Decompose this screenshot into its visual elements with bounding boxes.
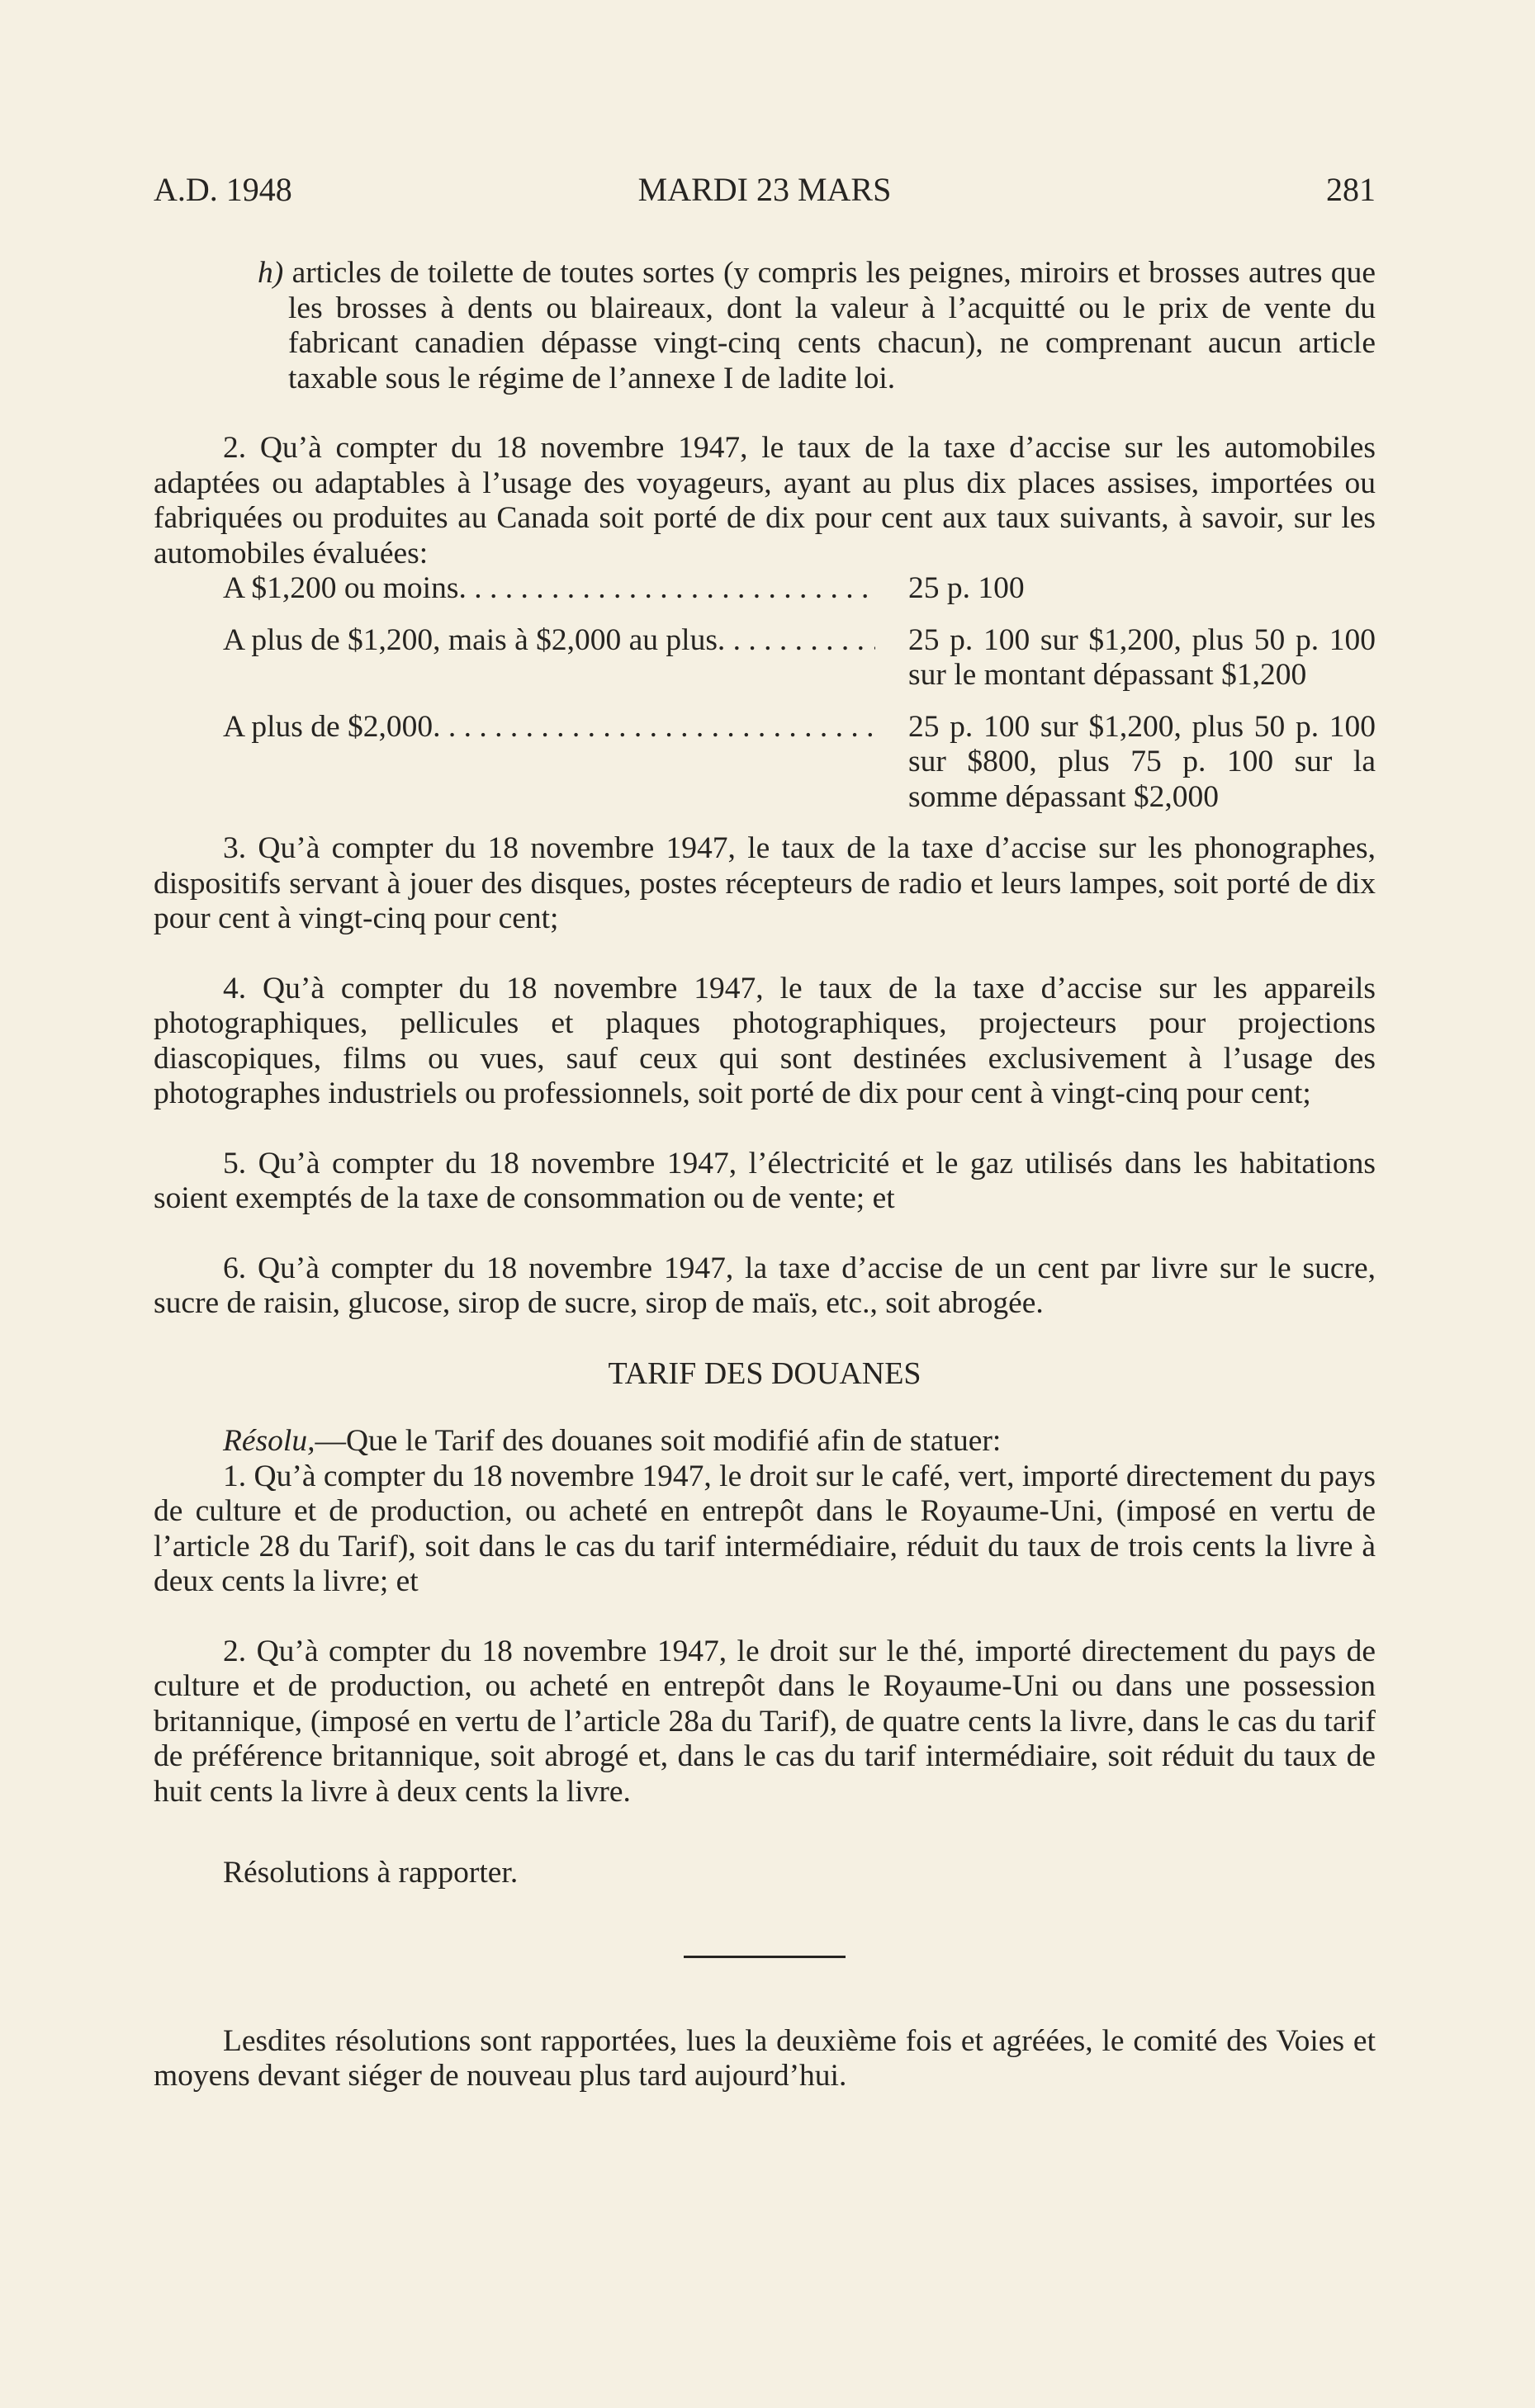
- header-year: A.D. 1948: [154, 171, 292, 208]
- paragraph-6: 6. Qu’à compter du 18 novembre 1947, la taxe d’accise de un cent par livre sur le sucre, sucre de raisin, glucose, sirop de sucre, sirop de maïs, etc., soit abrogée.: [154, 1251, 1376, 1320]
- paragraph-3: 3. Qu’à compter du 18 novembre 1947, le taux de la taxe d’accise sur les phonographes, dispositifs servant à jouer des disques, postes récepteurs de radio et leurs lampes, soit porté de dix pour cent à vingt-cinq pour cent;: [154, 831, 1376, 935]
- paragraph-4: 4. Qu’à compter du 18 novembre 1947, le taux de la taxe d’accise sur les appareils photographiques, pellicules et plaques photographiques, projecteurs pour projections diascopiques, films ou vues, sauf ceux qui sont destinées exclusivement à l’usage des photographes industriels ou professionnels, soit porté de dix pour cent à vingt-cinq pour cent;: [154, 971, 1376, 1110]
- resolu-label: Résolu,: [223, 1424, 315, 1458]
- tarif-paragraph-2: 2. Qu’à compter du 18 novembre 1947, le droit sur le thé, importé directement du pays de culture et de production, ou acheté en entrepôt dans le Royaume-Uni ou dans une possession britannique, (imposé en vertu de l’article 28a du Tarif), de quatre cents la livre, dans le cas du tarif de préférence britannique, soit abrogé et, dans le cas du tarif intermédiaire, soit réduit du taux de huit cents la livre à deux cents la livre.: [154, 1634, 1376, 1809]
- item-h-text: articles de toilette de toutes sortes (y compris les peignes, miroirs et brosses autres que les brosses à dents ou blaireaux, dont la valeur à l’acquitté ou le prix de vente du fabricant canadien dépasse vingt-cinq cents chacun), ne comprenant aucun article taxable sous le régime de l’annexe I de ladite loi.: [288, 256, 1376, 395]
- rate-value: 25 p. 100 sur $1,200, plus 50 p. 100 sur le montant dépassant $1,200: [908, 622, 1376, 692]
- rate-value: 25 p. 100: [908, 571, 1025, 605]
- rate-row: [154, 571, 1376, 607]
- resolution-intro: [154, 1424, 1376, 1459]
- rate-label: A plus de $1,200, mais à $2,000 au plus: [223, 622, 718, 657]
- rate-label: A plus de $2,000: [223, 709, 433, 744]
- item-h-marker: h): [258, 256, 284, 290]
- document-body: [154, 256, 1376, 2094]
- page-number: 281: [1326, 171, 1376, 208]
- resolu-text: —Que le Tarif des douanes soit modifié afin de statuer:: [315, 1424, 1002, 1458]
- tarif-paragraph-1: 1. Qu’à compter du 18 novembre 1947, le droit sur le café, vert, importé directement du pays de culture et de production, ou acheté en entrepôt dans le Royaume-Uni, (imposé en vertu de l’article 28 du Tarif), soit dans le cas du tarif intermédiaire, réduit du taux de trois cents la livre à deux cents la livre; et: [154, 1459, 1376, 1598]
- section-title: TARIF DES DOUANES: [608, 1355, 921, 1391]
- rate-value: 25 p. 100 sur $1,200, plus 50 p. 100 sur $800, plus 75 p. 100 sur la somme dépassant $2,000: [908, 709, 1376, 814]
- header-date: MARDI 23 MARS: [637, 171, 892, 208]
- paragraph-5: 5. Qu’à compter du 18 novembre 1947, l’électricité et le gaz utilisés dans les habitations soient exemptés de la taxe de consommation ou de vente; et: [154, 1146, 1376, 1215]
- paragraph-2: 2. Qu’à compter du 18 novembre 1947, le taux de la taxe d’accise sur les automobiles adaptées ou adaptables à l’usage des voyageurs, ayant au plus dix places assises, importées ou fabriquées ou produites au Canada soit porté de dix pour cent aux taux suivants, à savoir, sur les automobiles évaluées:: [154, 431, 1376, 570]
- item-h: [154, 256, 1376, 396]
- page-header: [154, 165, 1376, 215]
- rate-row: [154, 710, 1376, 816]
- resolutions-report: Résolutions à rapporter.: [223, 1856, 519, 1890]
- closing-paragraph: Lesdites résolutions sont rapportées, lues la deuxième fois et agréées, le comité des Voies et moyens devant siéger de nouveau plus tard aujourd’hui.: [154, 2023, 1376, 2093]
- separator-rule: [684, 1956, 846, 1958]
- rate-row: [154, 623, 1376, 693]
- rate-label: A $1,200 ou moins: [223, 571, 459, 605]
